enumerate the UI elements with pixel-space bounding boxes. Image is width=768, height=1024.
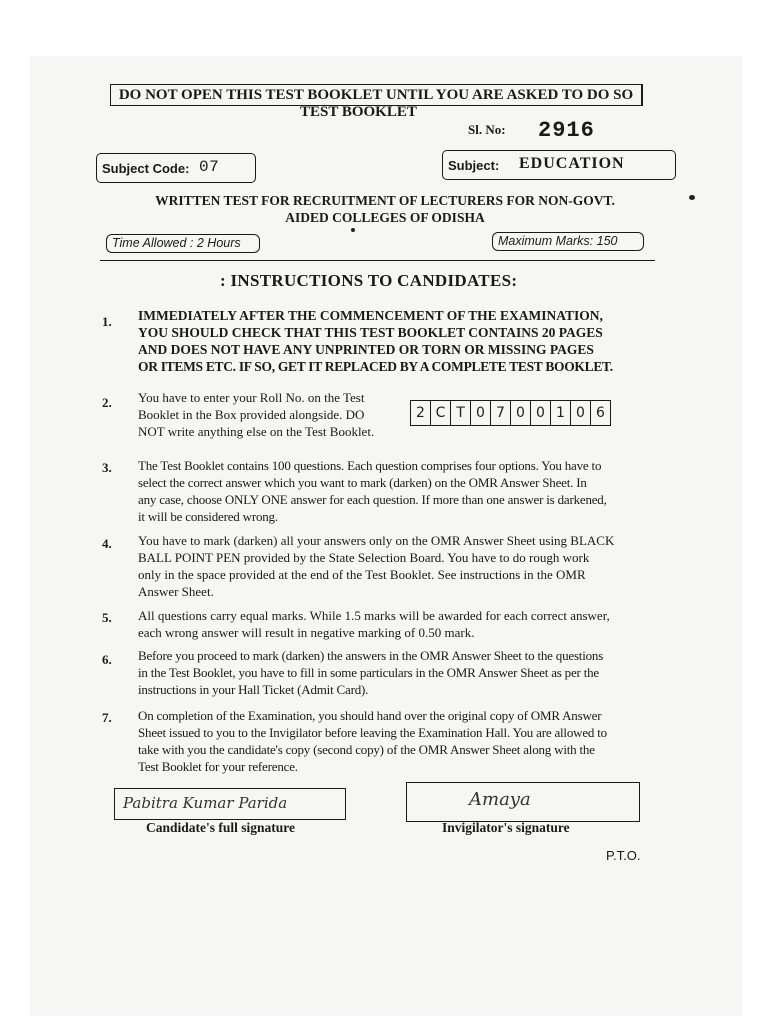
roll-number-box <box>410 400 611 426</box>
test-title-line-2: AIDED COLLEGES OF ODISHA <box>285 210 485 225</box>
instruction-line: in the Test Booklet, you have to fill in some particulars in the OMR Answer Sheet as per the <box>138 665 600 680</box>
subject-value: EDUCATION <box>519 155 625 172</box>
instruction-line: any case, choose ONLY ONE answer for each question. If more than one answer is darkened, <box>138 492 607 507</box>
instruction-line: Test Booklet for your reference. <box>138 759 298 774</box>
pto-label: P.T.O. <box>606 848 641 863</box>
instruction-1 <box>138 307 728 375</box>
booklet-title: TEST BOOKLET <box>300 104 417 120</box>
instruction-line: only in the space provided at the end of the Test Booklet. See instructions in the OMR <box>138 567 586 582</box>
instruction-7 <box>138 707 738 775</box>
instruction-line: BALL POINT PEN provided by the State Selection Board. You have to do rough work <box>138 550 590 565</box>
roll-digit: 0 <box>511 401 531 425</box>
scan-speck <box>351 228 355 232</box>
roll-digit: 7 <box>491 401 511 425</box>
instruction-line: IMMEDIATELY AFTER THE COMMENCEMENT OF THE EXAMINATION, <box>138 308 603 323</box>
invigilator-signature-label: Invigilator's signature <box>442 820 570 835</box>
instruction-line: Sheet issued to you to the Invigilator before leaving the Examination Hall. You are allowed to <box>138 725 607 740</box>
roll-digit: 0 <box>471 401 491 425</box>
subject-box <box>442 150 676 180</box>
test-title-line-1: WRITTEN TEST FOR RECRUITMENT OF LECTURERS FOR NON-GOVT. <box>155 193 615 208</box>
do-not-open-banner: DO NOT OPEN THIS TEST BOOKLET UNTIL YOU ARE ASKED TO DO SO <box>110 84 643 106</box>
instruction-line: You have to enter your Roll No. on the Test <box>138 390 365 405</box>
instruction-line: select the correct answer which you want to mark (darken) on the OMR Answer Sheet. In <box>138 475 587 490</box>
instruction-line: All questions carry equal marks. While 1.5 marks will be awarded for each correct answer, <box>138 608 610 623</box>
instruction-7-number: 7. <box>102 710 112 725</box>
instruction-line: You have to mark (darken) all your answers only on the OMR Answer Sheet using BLACK <box>138 533 615 548</box>
invigilator-signature-box <box>406 782 640 822</box>
subject-code-label: Subject Code: <box>102 161 190 176</box>
scan-speck <box>689 195 695 200</box>
candidate-signature-label: Candidate's full signature <box>146 820 296 835</box>
instruction-4-number: 4. <box>102 536 112 551</box>
instruction-line: NOT write anything else on the Test Booklet. <box>138 424 375 439</box>
instruction-5 <box>138 607 738 641</box>
instruction-line: each wrong answer will result in negative marking of 0.50 mark. <box>138 625 475 640</box>
test-title <box>90 192 680 226</box>
instruction-line: take with you the candidate's copy (second copy) of the OMR Answer Sheet along with the <box>138 742 595 757</box>
subject-code-box <box>96 153 256 183</box>
instruction-4 <box>138 532 738 600</box>
roll-digit: 0 <box>571 401 591 425</box>
test-booklet-page <box>30 56 742 1016</box>
time-allowed: Time Allowed : 2 Hours <box>106 234 260 253</box>
roll-digit: T <box>451 401 471 425</box>
instruction-line: Answer Sheet. <box>138 584 214 599</box>
instruction-line: On completion of the Examination, you should hand over the original copy of OMR Answer <box>138 708 602 723</box>
instruction-5-number: 5. <box>102 610 112 625</box>
candidate-signature-box <box>114 788 346 820</box>
instruction-3-number: 3. <box>102 460 112 475</box>
instruction-line: instructions in your Hall Ticket (Admit Card). <box>138 682 369 697</box>
instruction-6-number: 6. <box>102 652 112 667</box>
instruction-line: Booklet in the Box provided alongside. DO <box>138 407 365 422</box>
instruction-line: The Test Booklet contains 100 questions. Each question comprises four options. You have to <box>138 458 602 473</box>
maximum-marks: Maximum Marks: 150 <box>492 232 644 251</box>
divider <box>100 260 655 261</box>
instruction-line: Before you proceed to mark (darken) the answers in the OMR Answer Sheet to the questions <box>138 648 604 663</box>
roll-digit: 2 <box>411 401 431 425</box>
instruction-line: AND DOES NOT HAVE ANY UNPRINTED OR TORN OR MISSING PAGES <box>138 342 594 357</box>
roll-digit: 0 <box>531 401 551 425</box>
serial-label: Sl. No: <box>468 122 506 137</box>
invigilator-signature: Amaya <box>469 789 531 810</box>
subject-code-value: 07 <box>199 158 220 176</box>
instruction-3 <box>138 457 738 525</box>
instruction-2 <box>138 389 408 440</box>
roll-digit: 1 <box>551 401 571 425</box>
roll-digit: 6 <box>596 405 605 421</box>
instruction-6 <box>138 647 738 698</box>
roll-digit: C <box>431 401 451 425</box>
candidate-signature: Pabitra Kumar Parida <box>123 794 288 812</box>
subject-label: Subject: <box>448 158 500 173</box>
serial-number: 2916 <box>538 118 595 143</box>
instruction-1-number: 1. <box>102 314 112 329</box>
instruction-line: it will be considered wrong. <box>138 509 278 524</box>
instruction-2-number: 2. <box>102 395 112 410</box>
instruction-line: YOU SHOULD CHECK THAT THIS TEST BOOKLET CONTAINS 20 PAGES <box>138 325 603 340</box>
instruction-line: OR ITEMS ETC. IF SO, GET IT REPLACED BY A COMPLETE TEST BOOKLET. <box>138 359 613 374</box>
instructions-heading: : INSTRUCTIONS TO CANDIDATES: <box>220 271 518 290</box>
